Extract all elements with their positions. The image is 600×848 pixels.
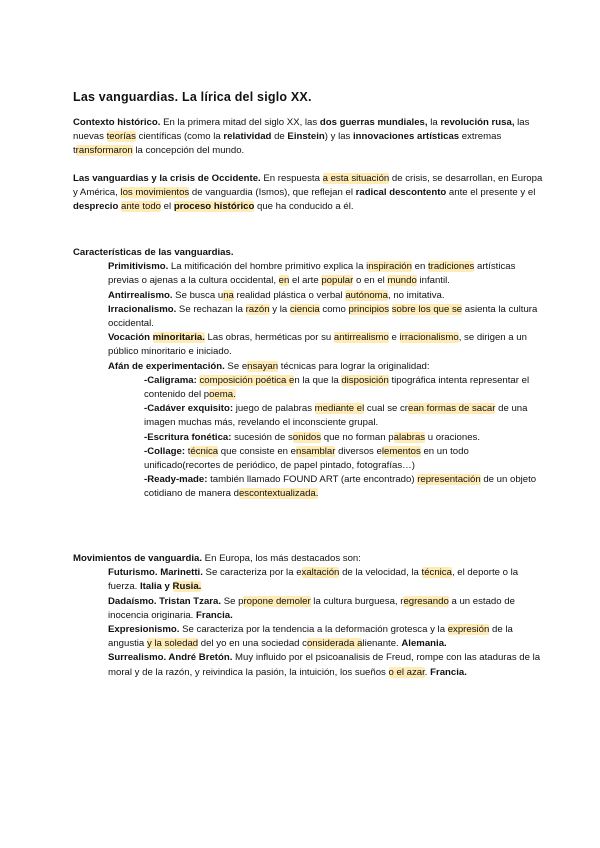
highlight: nspiración — [368, 261, 412, 273]
highlight: popular — [321, 275, 354, 287]
highlight: representación — [417, 474, 481, 486]
highlight: escontextualizada. — [238, 488, 319, 500]
highlight: Rusia. — [172, 581, 202, 593]
highlight: na — [223, 289, 234, 301]
highlight: sobre los que se — [391, 303, 463, 315]
highlight: ropone demoler — [243, 595, 311, 607]
cadaver-item: -Cadáver exquisito: juego de palabras mediante el cual se crean formas de sacar de una imagen muchas más, revelando el inconsciente grupal. — [144, 403, 528, 429]
highlight: lementos — [381, 445, 421, 457]
highlight: y la soledad — [146, 638, 199, 650]
highlight: razón — [245, 303, 270, 315]
highlight: autónoma — [345, 289, 388, 301]
highlight: écnica — [190, 445, 219, 457]
highlight: alabras — [393, 431, 426, 443]
highlight: minoritaria. — [152, 332, 205, 344]
readymade-item: -Ready-made: también llamado FOUND ART (arte encontrado) representación de un objeto cotidiano de manera descontextualizada. — [144, 474, 537, 500]
collage-item: -Collage: técnica que consiste en ensamblar diversos elementos en un todo unificado(recortes de periódico, de papel pintado, fotografías…) — [144, 445, 469, 472]
highlight: onsiderada a — [306, 638, 363, 650]
dadaismo-item: Dadaísmo. Tristan Tzara. Se propone demoler la cultura burguesa, regresando a un estado de inocencia originaria. Francia. — [108, 595, 515, 621]
highlight: proceso histórico — [173, 201, 255, 213]
highlight: egresando — [403, 595, 449, 607]
highlight: disposición — [341, 374, 389, 386]
highlight: expresión — [447, 624, 490, 636]
highlight: mediante el — [314, 403, 365, 415]
highlight: antirrealismo — [333, 332, 389, 344]
caracteristicas-section — [73, 246, 543, 502]
highlight: irracionalismo — [399, 332, 459, 344]
highlight: ciencia — [289, 303, 320, 315]
vocacion-item: Vocación minoritaria. Las obras, herméticas por su antirrealismo e irracionalismo, se dirigen a un público minoritario e iniciado. — [108, 332, 527, 358]
highlight: mundo — [387, 275, 417, 287]
primitivismo-item: Primitivismo. La mitificación del hombre primitivo explica la inspiración en tradiciones artísticas previas o ajenas a la cultura occidental, en el arte popular o en el mundo infantil. — [108, 261, 516, 287]
irracionalismo-item: Irracionalismo. Se rechazan la razón y la ciencia como principios sobre los que se asienta la cultura occidental. — [108, 303, 538, 330]
highlight: los movimientos — [120, 187, 190, 199]
highlight: teorías — [106, 131, 136, 143]
highlight: nsayan — [247, 360, 279, 372]
highlight: oema. — [209, 389, 236, 401]
crisis-paragraph: Las vanguardias y la crisis de Occidente. En respuesta a esta situación de crisis, se desarrollan, en Europa y América, los movimientos de vanguardia (Ismos), que reflejan el radical descontento ante el presente y el desprecio ante todo el proceso histórico que ha conducido a él. — [73, 173, 543, 213]
highlight: ransformaron — [75, 145, 133, 157]
highlight: a esta situación — [322, 173, 390, 184]
highlight: nsamblar — [296, 445, 336, 457]
contexto-paragraph: Contexto histórico. En la primera mitad del siglo XX, las dos guerras mundiales, la revolución rusa, las nuevas teorías científicas (como la relatividad de Einstein) y las innovaciones artísticas extremas transformaron la concepción del mundo. — [73, 117, 530, 157]
crisis-label: Las vanguardias y la crisis de Occidente. — [73, 173, 261, 184]
highlight: composición poética e — [199, 374, 295, 386]
highlight: en — [278, 275, 290, 287]
movimientos-heading: Movimientos de vanguardia. — [73, 553, 203, 564]
futurismo-item: Futurismo. Marinetti. Se caracteriza por la exaltación de la velocidad, la técnica, el deporte o la fuerza. Italia y Rusia. — [108, 567, 519, 593]
highlight: principios — [348, 303, 390, 315]
afan-item: Afán de experimentación. Se ensayan técnicas para lograr la originalidad: — [108, 360, 430, 372]
caracteristicas-heading: Características de las vanguardias. — [73, 247, 234, 258]
contexto-label: Contexto histórico. — [73, 117, 161, 128]
highlight: ean formas de sacar — [408, 403, 496, 415]
highlight: xaltación — [301, 567, 340, 579]
highlight: o el azar — [388, 666, 425, 678]
antirrealismo-item: Antirrealismo. Se busca una realidad plástica o verbal autónoma, no imitativa. — [108, 289, 445, 301]
escritura-item: -Escritura fonética: sucesión de sonidos que no forman palabras u oraciones. — [144, 431, 481, 443]
expresionismo-item: Expresionismo. Se caracteriza por la tendencia a la deformación grotesca y la expresión de la angustia y la soledad del yo en una sociedad considerada alienante. Alemania. — [108, 624, 513, 650]
highlight: onidos — [292, 431, 322, 443]
movimientos-section: Movimientos de vanguardia. En Europa, los más destacados son: Futurismo. Marinetti. Se caracteriza por la exaltación de la velocidad, la técnica, el deporte o la fuerza. Italia y Rusia. Dadaísmo. Tristan Tzara. Se propone demoler la cultura burguesa, regresando a un estado de inocencia originaria. Francia. Expresionismo. Se caracteriza por la tendencia a la deformación grotesca y la expresión de la angustia y la soledad del yo en una sociedad considerada alienante. Alemania. Surrealismo. André Bretón. Muy influido por el psicoanalisis de Freud, rompe con las ataduras de la moral y de la razón, y reivindica la pasión, la intuición, los sueños o el azar. Francia. — [73, 552, 543, 680]
caligrama-item: -Caligrama: composición poética en la que la disposición tipográfica intenta representar el contenido del poema. — [144, 374, 530, 401]
document-title: Las vanguardias. La lírica del siglo XX. — [73, 90, 312, 104]
surrealismo-item: Surrealismo. André Bretón. Muy influido por el psicoanalisis de Freud, rompe con las ataduras de la moral y de la razón, y reivindica la pasión, la intuición, los sueños o el azar. Francia. — [108, 652, 541, 678]
highlight: técnica — [421, 567, 452, 579]
highlight: ante todo — [121, 201, 162, 213]
highlight: tradiciones — [427, 261, 475, 273]
